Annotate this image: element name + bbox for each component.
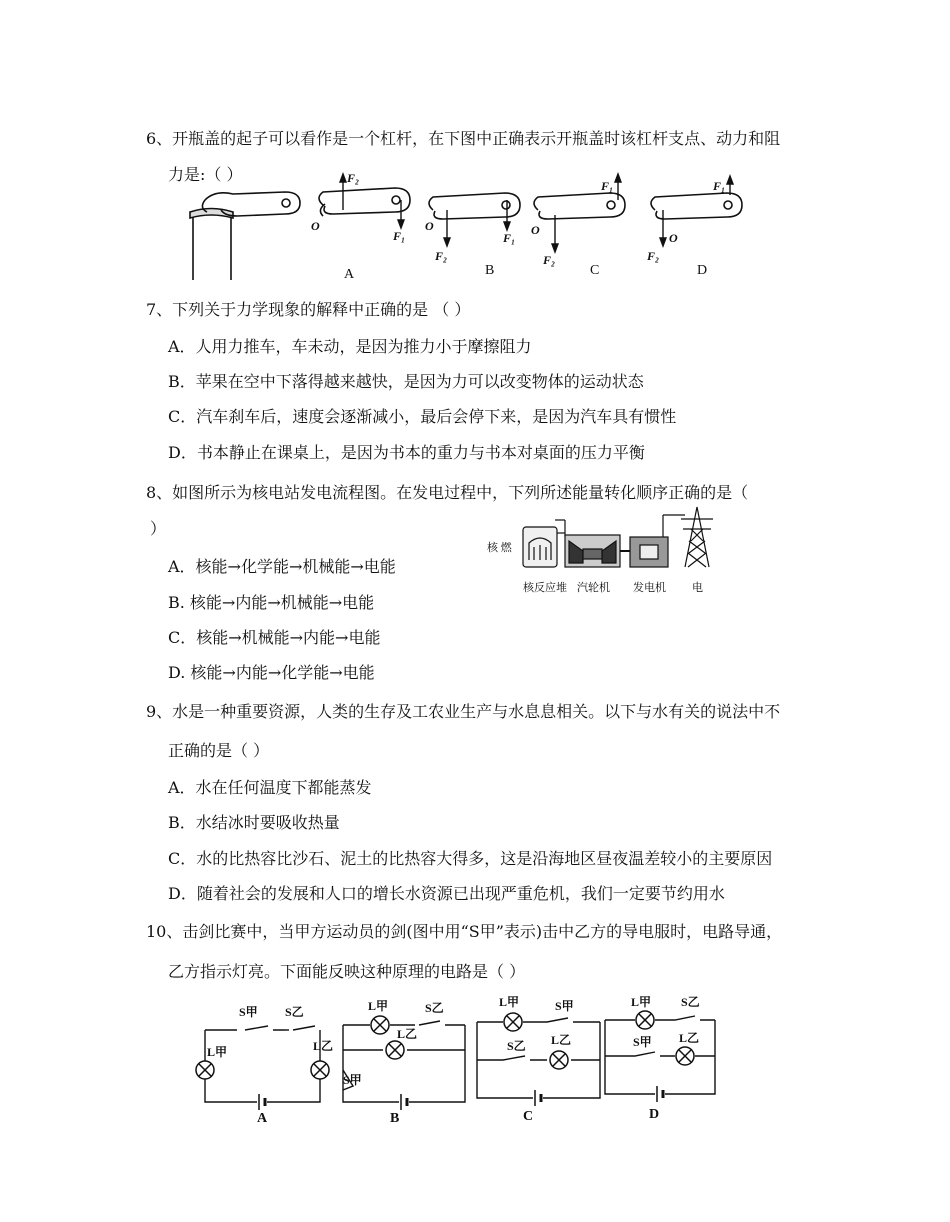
q8-stem-line2: ） bbox=[150, 519, 167, 538]
pylon-icon bbox=[681, 507, 713, 567]
option-d-f2-label: F₂ bbox=[647, 249, 660, 263]
circuit-c-s-jia: S甲 bbox=[555, 999, 574, 1013]
q8-option-b: B. 核能→内能→机械能→电能 bbox=[168, 593, 375, 612]
circuit-d-s-yi: S乙 bbox=[681, 995, 700, 1009]
q8-option-a: A．核能→化学能→机械能→电能 bbox=[168, 557, 396, 576]
circuit-b-l-yi: L乙 bbox=[397, 1027, 418, 1041]
option-d-opener bbox=[651, 193, 742, 219]
circuit-a bbox=[205, 1026, 320, 1102]
circuit-d-label: D bbox=[649, 1107, 660, 1122]
circuit-b-s-yi: S乙 bbox=[425, 1001, 444, 1015]
q9-option-a: A．水在任何温度下都能蒸发 bbox=[168, 778, 372, 797]
q8-option-d: D. 核能→内能→化学能→电能 bbox=[168, 663, 375, 682]
circuit-a-s-yi: S乙 bbox=[285, 1005, 304, 1019]
circuit-b-l-jia: L甲 bbox=[368, 999, 389, 1013]
electricity-label: 电 bbox=[692, 582, 703, 594]
q6-stem-line2: 力是:（ ） bbox=[168, 165, 243, 184]
q9-stem-line2: 正确的是（ ） bbox=[168, 741, 270, 760]
bottle-opener-picture bbox=[190, 192, 300, 280]
circuit-a-s-jia: S甲 bbox=[239, 1005, 258, 1019]
circuit-a-l-yi: L乙 bbox=[313, 1039, 334, 1053]
q9-option-b: B．水结冰时要吸收热量 bbox=[168, 813, 340, 832]
circuit-d bbox=[605, 1016, 715, 1094]
q6-lever-figure bbox=[185, 170, 755, 285]
circuit-a-l-jia: L甲 bbox=[207, 1045, 228, 1059]
option-b-o-label: O bbox=[425, 219, 434, 233]
q8-stem-line1: 8、如图所示为核电站发电流程图。在发电过程中，下列所述能量转化顺序正确的是（ bbox=[146, 483, 749, 502]
circuit-d-l-jia: L甲 bbox=[631, 995, 652, 1009]
circuit-c-label: C bbox=[523, 1109, 534, 1124]
circuit-b-s-jia: S甲 bbox=[343, 1073, 362, 1087]
q9-option-d: D．随着社会的发展和人口的增长水资源已出现严重危机，我们一定要节约用水 bbox=[168, 884, 725, 903]
q7-option-b: B．苹果在空中下落得越来越快，是因为力可以改变物体的运动状态 bbox=[168, 372, 644, 391]
option-d-label: D bbox=[697, 263, 708, 278]
q8-option-c: C．核能→机械能→内能→电能 bbox=[168, 628, 381, 647]
option-a-o-label: O bbox=[311, 219, 320, 233]
option-a-opener bbox=[319, 188, 410, 216]
q10-circuit-figure bbox=[185, 990, 730, 1130]
circuit-c-l-jia: L甲 bbox=[499, 995, 520, 1009]
q9-stem-line1: 9、水是一种重要资源，人类的生存及工农业生产与水息息相关。以下与水有关的说法中不 bbox=[146, 702, 781, 721]
reactor-icon bbox=[523, 520, 565, 567]
option-b-f1-label: F₁ bbox=[503, 231, 516, 245]
turbine-icon bbox=[565, 535, 620, 567]
fuel-label: 核 燃 bbox=[487, 542, 512, 554]
circuit-a-label: A bbox=[257, 1111, 268, 1126]
option-c-o-label: O bbox=[531, 223, 540, 237]
circuit-c bbox=[477, 1018, 600, 1098]
q10-stem-line2: 乙方指示灯亮。下面能反映这种原理的电路是（ ） bbox=[168, 962, 526, 981]
circuit-d-s-jia: S甲 bbox=[633, 1035, 652, 1049]
option-c-opener bbox=[534, 193, 625, 219]
option-d-f1-label: F₁ bbox=[713, 179, 726, 193]
option-a-f2-label: F₂ bbox=[347, 171, 360, 185]
q7-stem: 7、下列关于力学现象的解释中正确的是 （ ） bbox=[146, 300, 471, 319]
q9-option-c: C．水的比热容比沙石、泥土的比热容大得多，这是沿海地区昼夜温差较小的主要原因 bbox=[168, 849, 773, 868]
q7-option-a: A．人用力推车，车未动，是因为推力小于摩擦阻力 bbox=[168, 337, 532, 356]
q10-stem-line1: 10、击剑比赛中，当甲方运动员的剑(图中用“S甲”表示)击中乙方的导电服时，电路导通， bbox=[146, 922, 783, 941]
option-c-f1-label: F₁ bbox=[601, 179, 614, 193]
option-a-label: A bbox=[344, 267, 355, 282]
generator-icon bbox=[630, 537, 668, 567]
option-c-label: C bbox=[590, 263, 600, 278]
generator-label: 发电机 bbox=[633, 582, 666, 594]
circuit-d-l-yi: L乙 bbox=[679, 1031, 700, 1045]
option-d-o-label: O bbox=[669, 231, 678, 245]
circuit-c-s-yi: S乙 bbox=[507, 1039, 526, 1053]
reactor-label: 核反应堆 bbox=[523, 582, 567, 594]
circuit-b-label: B bbox=[390, 1111, 400, 1126]
option-c-f2-label: F₂ bbox=[543, 253, 556, 267]
circuit-c-l-yi: L乙 bbox=[551, 1033, 572, 1047]
option-b-label: B bbox=[485, 263, 495, 278]
q7-option-d: D．书本静止在课桌上，是因为书本的重力与书本对桌面的压力平衡 bbox=[168, 443, 645, 462]
option-a-f1-label: F₁ bbox=[393, 229, 406, 243]
option-b-f2-label: F₂ bbox=[435, 249, 448, 263]
turbine-label: 汽轮机 bbox=[577, 582, 610, 594]
q8-nuclear-flow-diagram bbox=[485, 505, 730, 597]
q6-stem-line1: 6、开瓶盖的起子可以看作是一个杠杆，在下图中正确表示开瓶盖时该杠杆支点、动力和阻 bbox=[146, 129, 781, 148]
q7-option-c: C．汽车刹车后，速度会逐渐减小，最后会停下来，是因为汽车具有惯性 bbox=[168, 407, 677, 426]
